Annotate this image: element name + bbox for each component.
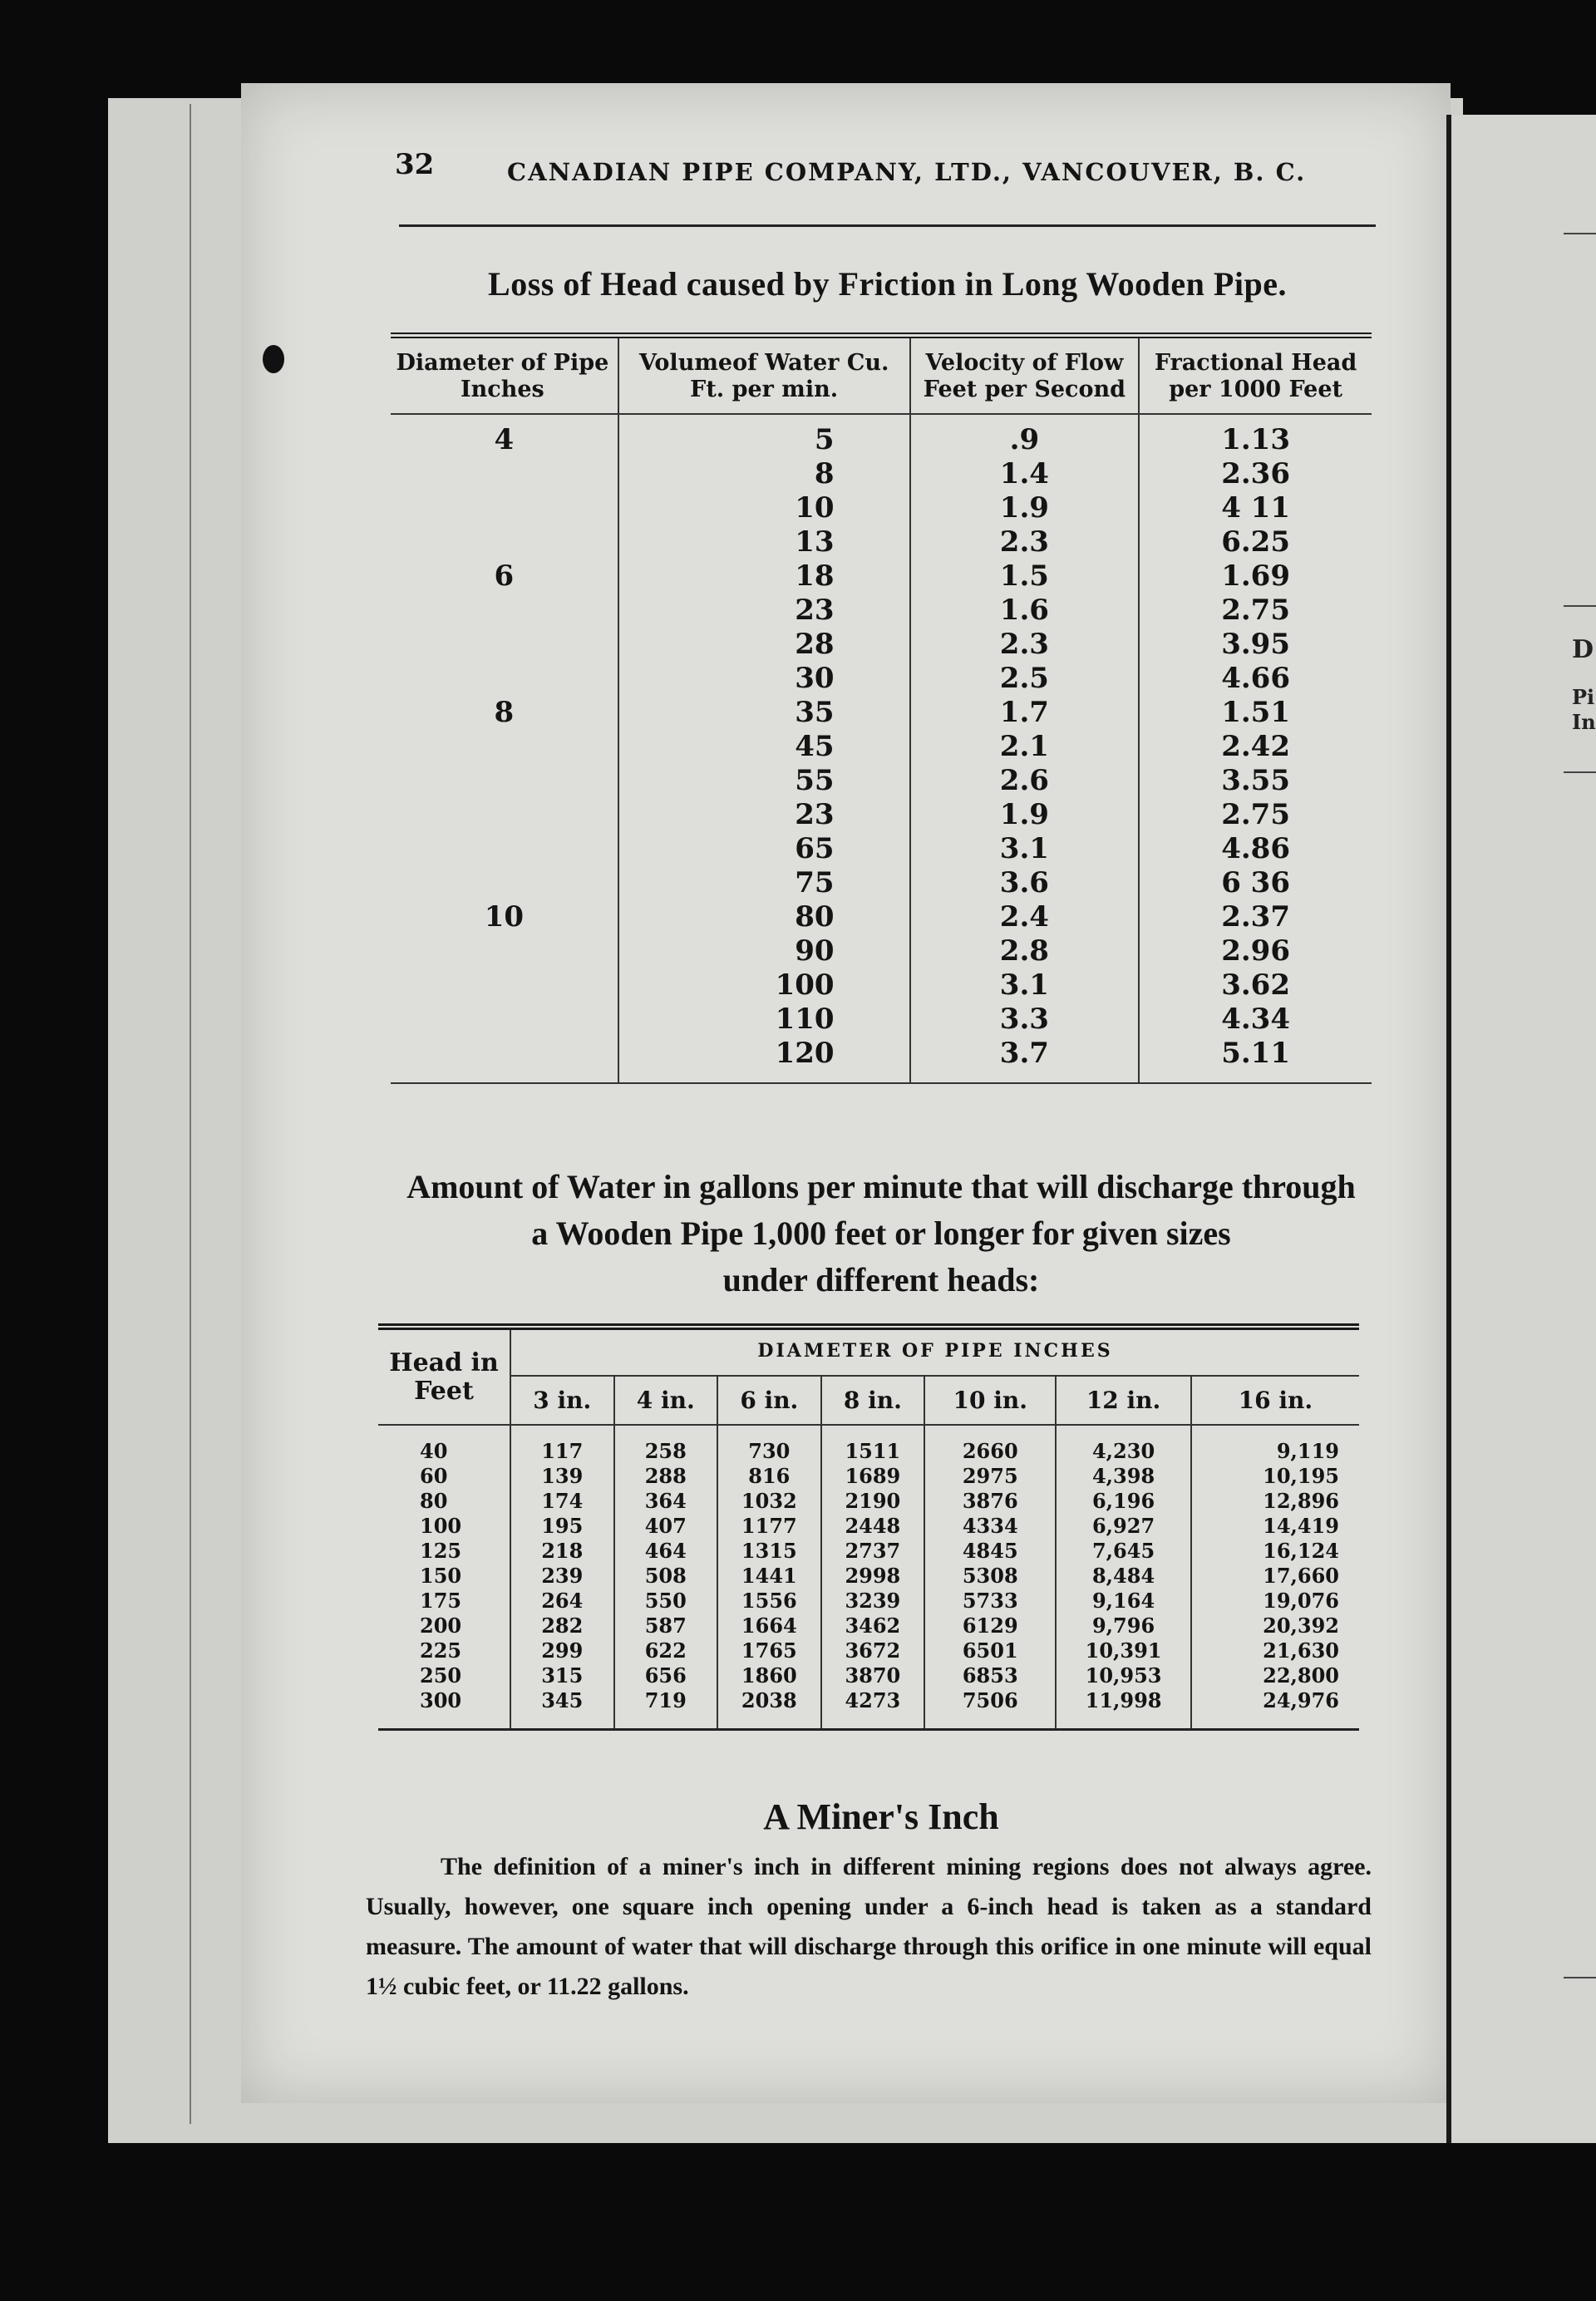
discharge-table-cell: 1032 xyxy=(717,1489,821,1514)
discharge-title-line: under different heads: xyxy=(722,1261,1040,1298)
friction-table-cell: 2.6 xyxy=(910,764,1140,798)
friction-table-cell xyxy=(391,628,618,662)
friction-table-cell: 8 xyxy=(391,696,618,730)
friction-table-cell: 110 xyxy=(618,1003,910,1037)
discharge-table-cell: 2190 xyxy=(821,1489,925,1514)
friction-table-cell: 1.4 xyxy=(910,457,1140,491)
discharge-table-cell: 258 xyxy=(614,1425,718,1464)
column-header-velocity: Velocity of Flow Feet per Second xyxy=(910,336,1140,415)
discharge-table-cell: 3876 xyxy=(924,1489,1056,1514)
friction-table-cell xyxy=(391,764,618,798)
discharge-table-cell: 345 xyxy=(510,1688,614,1730)
friction-table-cell xyxy=(391,832,618,866)
column-header-size: 10 in. xyxy=(924,1376,1056,1425)
discharge-table-cell: 6853 xyxy=(924,1663,1056,1688)
discharge-title-line: Amount of Water in gallons per minute that will discharge through xyxy=(406,1168,1356,1205)
discharge-table-cell: 40 xyxy=(378,1425,510,1464)
discharge-table-cell: 5308 xyxy=(924,1564,1056,1589)
friction-table-cell: 2.37 xyxy=(1221,900,1290,934)
adjacent-fragment: In xyxy=(1572,710,1596,734)
friction-table-cell: 80 xyxy=(618,900,910,934)
friction-table-body xyxy=(391,414,1372,1083)
discharge-table-cell: 730 xyxy=(717,1425,821,1464)
friction-table-cell: 2.96 xyxy=(1221,934,1290,968)
discharge-table-cell: 250 xyxy=(378,1663,510,1688)
discharge-table-cell: 364 xyxy=(614,1489,718,1514)
discharge-table-row xyxy=(378,1663,1359,1688)
friction-table-row xyxy=(391,832,1372,866)
discharge-table-row xyxy=(378,1638,1359,1663)
discharge-table-cell: 4,398 xyxy=(1056,1464,1190,1489)
friction-table-cell: 3.1 xyxy=(910,968,1140,1003)
discharge-table-cell: 24,976 xyxy=(1263,1688,1339,1712)
friction-table-cell xyxy=(391,525,618,559)
friction-table-cell xyxy=(391,594,618,628)
discharge-table-row xyxy=(378,1564,1359,1589)
discharge-table-cell: 174 xyxy=(510,1489,614,1514)
friction-table-row xyxy=(391,696,1372,730)
discharge-table-cell: 315 xyxy=(510,1663,614,1688)
friction-table-cell xyxy=(391,662,618,696)
friction-table-row xyxy=(391,1037,1372,1083)
discharge-table-cell: 1315 xyxy=(717,1539,821,1564)
discharge-table-cell: 1511 xyxy=(821,1425,925,1464)
discharge-table-cell: 282 xyxy=(510,1614,614,1638)
friction-table-row xyxy=(391,662,1372,696)
adjacent-fragment: D xyxy=(1572,635,1594,664)
discharge-table-cell: 719 xyxy=(614,1688,718,1730)
discharge-table-cell: 195 xyxy=(510,1514,614,1539)
header-rule xyxy=(399,224,1376,227)
friction-table-cell: 18 xyxy=(618,559,910,594)
discharge-table-cell: 150 xyxy=(378,1564,510,1589)
column-header-size: 12 in. xyxy=(1056,1376,1190,1425)
friction-table-cell xyxy=(391,1037,618,1083)
discharge-table-cell: 239 xyxy=(510,1564,614,1589)
discharge-table xyxy=(378,1323,1359,1731)
discharge-table-cell: 1556 xyxy=(717,1589,821,1614)
column-header-size: 6 in. xyxy=(717,1376,821,1425)
friction-table-cell: 2.42 xyxy=(1221,730,1290,763)
discharge-table-cell: 9,164 xyxy=(1056,1589,1190,1614)
discharge-table-row xyxy=(378,1688,1359,1730)
discharge-table-size-row xyxy=(378,1376,1359,1425)
discharge-table-cell: 4273 xyxy=(821,1688,925,1730)
discharge-table-cell: 17,660 xyxy=(1263,1564,1339,1588)
discharge-table-cell: 550 xyxy=(614,1589,718,1614)
discharge-table-cell: 12,896 xyxy=(1263,1489,1339,1513)
friction-table-row xyxy=(391,764,1372,798)
friction-table-cell: 45 xyxy=(618,730,910,764)
friction-table-cell: 3.55 xyxy=(1221,764,1290,797)
discharge-table-cell: 6129 xyxy=(924,1614,1056,1638)
friction-table-row xyxy=(391,934,1372,968)
friction-table-cell: 23 xyxy=(618,594,910,628)
discharge-table-cell: 22,800 xyxy=(1263,1663,1339,1688)
discharge-table-cell: 816 xyxy=(717,1464,821,1489)
discharge-table-cell: 6,196 xyxy=(1056,1489,1190,1514)
discharge-table-cell: 7,645 xyxy=(1056,1539,1190,1564)
friction-table-cell: 4.66 xyxy=(1221,662,1290,695)
discharge-table-row xyxy=(378,1425,1359,1464)
discharge-table-row xyxy=(378,1464,1359,1489)
discharge-table-cell: 464 xyxy=(614,1539,718,1564)
friction-table-cell: 13 xyxy=(618,525,910,559)
discharge-table-cell: 11,998 xyxy=(1056,1688,1190,1730)
friction-table-cell: 2.5 xyxy=(910,662,1140,696)
friction-table-row xyxy=(391,628,1372,662)
discharge-table-cell: 508 xyxy=(614,1564,718,1589)
discharge-table-cell: 1860 xyxy=(717,1663,821,1688)
friction-table-cell: 1.51 xyxy=(1221,696,1290,729)
friction-table-title: Loss of Head caused by Friction in Long Wooden Pipe. xyxy=(488,265,1287,303)
page-number: 32 xyxy=(395,148,435,181)
friction-table-cell: 120 xyxy=(618,1037,910,1083)
discharge-table-cell: 175 xyxy=(378,1589,510,1614)
friction-table-cell: 28 xyxy=(618,628,910,662)
discharge-title-line: a Wooden Pipe 1,000 feet or longer for given sizes xyxy=(531,1215,1231,1252)
friction-table-row xyxy=(391,525,1372,559)
discharge-table-cell: 264 xyxy=(510,1589,614,1614)
friction-table-cell: 1.9 xyxy=(910,491,1140,525)
friction-table-cell: 1.69 xyxy=(1221,559,1290,593)
friction-table-cell: 3.1 xyxy=(910,832,1140,866)
friction-table-cell: 3.6 xyxy=(910,866,1140,900)
friction-table-cell: 30 xyxy=(618,662,910,696)
discharge-table-cell: 4334 xyxy=(924,1514,1056,1539)
friction-table-header-row xyxy=(391,336,1372,415)
adjacent-fragment: Pi xyxy=(1572,685,1595,709)
friction-table-row xyxy=(391,594,1372,628)
discharge-table-cell: 10,391 xyxy=(1056,1638,1190,1663)
friction-table-cell: 2.75 xyxy=(1221,594,1290,627)
friction-table-cell: 5 xyxy=(618,414,910,457)
friction-table-cell: 2.75 xyxy=(1221,798,1290,831)
friction-table-cell xyxy=(391,491,618,525)
discharge-table-cell: 2975 xyxy=(924,1464,1056,1489)
friction-table-cell: 55 xyxy=(618,764,910,798)
friction-table-cell: 4 11 xyxy=(1221,491,1290,525)
friction-table-cell: 6.25 xyxy=(1221,525,1290,559)
friction-table-row xyxy=(391,491,1372,525)
friction-table-row xyxy=(391,866,1372,900)
discharge-table-cell: 8,484 xyxy=(1056,1564,1190,1589)
friction-table-cell xyxy=(391,1003,618,1037)
discharge-table-cell: 1765 xyxy=(717,1638,821,1663)
friction-table-cell: 1.7 xyxy=(910,696,1140,730)
miners-inch-paragraph: The definition of a miner's inch in different mining regions does not always agree. Usually, however, one square inch opening under a 6-inch head is taken as a standard measure. The amount of water that will discharge through this orifice in one minute will equal 1½ cubic feet, or 11.22 gallons. xyxy=(366,1853,1372,2000)
discharge-table-cell: 1441 xyxy=(717,1564,821,1589)
discharge-table-cell: 4845 xyxy=(924,1539,1056,1564)
column-header-size: 4 in. xyxy=(614,1376,718,1425)
discharge-table-cell: 10,195 xyxy=(1263,1464,1339,1488)
friction-table-cell: 3.62 xyxy=(1221,968,1290,1002)
discharge-table-cell: 2660 xyxy=(924,1425,1056,1464)
friction-table-cell: 4.86 xyxy=(1221,832,1290,865)
discharge-table-cell: 3239 xyxy=(821,1589,925,1614)
friction-table-cell: 10 xyxy=(618,491,910,525)
discharge-table-cell: 3870 xyxy=(821,1663,925,1688)
friction-table-cell: 35 xyxy=(618,696,910,730)
friction-table-cell xyxy=(391,934,618,968)
discharge-table-cell: 60 xyxy=(378,1464,510,1489)
friction-table-cell: 1.6 xyxy=(910,594,1140,628)
discharge-table-cell: 100 xyxy=(378,1514,510,1539)
friction-table-cell: 4 xyxy=(391,414,618,457)
friction-table xyxy=(391,333,1372,1084)
discharge-table-cell: 19,076 xyxy=(1263,1589,1339,1613)
friction-table-cell xyxy=(391,730,618,764)
discharge-table-row xyxy=(378,1489,1359,1514)
discharge-table-cell: 20,392 xyxy=(1263,1614,1339,1638)
friction-table-cell xyxy=(391,968,618,1003)
discharge-table-cell: 80 xyxy=(378,1489,510,1514)
friction-table-cell: 3.3 xyxy=(910,1003,1140,1037)
running-head: CANADIAN PIPE COMPANY, LTD., VANCOUVER, B. C. xyxy=(507,158,1307,186)
friction-table-row xyxy=(391,414,1372,457)
friction-table-cell: 4.34 xyxy=(1221,1003,1290,1036)
friction-table-cell: 1.5 xyxy=(910,559,1140,594)
discharge-table-cell: 2737 xyxy=(821,1539,925,1564)
discharge-table-row xyxy=(378,1589,1359,1614)
friction-table-row xyxy=(391,457,1372,491)
column-header-diameter: Diameter of Pipe Inches xyxy=(391,336,618,415)
discharge-table-cell: 218 xyxy=(510,1539,614,1564)
discharge-table-cell: 9,796 xyxy=(1056,1614,1190,1638)
discharge-table-cell: 9,119 xyxy=(1276,1439,1339,1463)
discharge-table-cell: 200 xyxy=(378,1614,510,1638)
friction-table-cell: 100 xyxy=(618,968,910,1003)
discharge-table-cell: 299 xyxy=(510,1638,614,1663)
friction-table-cell: 2.36 xyxy=(1221,457,1290,490)
friction-table-cell: .9 xyxy=(910,414,1140,457)
friction-table-row xyxy=(391,559,1372,594)
friction-table-cell: 65 xyxy=(618,832,910,866)
discharge-table-cell: 139 xyxy=(510,1464,614,1489)
discharge-table-cell: 10,953 xyxy=(1056,1663,1190,1688)
friction-table-cell xyxy=(391,866,618,900)
friction-table-cell: 2.3 xyxy=(910,628,1140,662)
column-header-volume: Volumeof Water Cu. Ft. per min. xyxy=(618,336,910,415)
friction-table-cell xyxy=(391,798,618,832)
discharge-table-cell: 4,230 xyxy=(1056,1425,1190,1464)
column-header-fractional-head: Fractional Head per 1000 Feet xyxy=(1139,336,1372,415)
discharge-table-cell: 6,927 xyxy=(1056,1514,1190,1539)
column-header-head-feet: Head in Feet xyxy=(378,1327,510,1425)
discharge-table-cell: 587 xyxy=(614,1614,718,1638)
friction-table-row xyxy=(391,1003,1372,1037)
friction-table-cell: 1.9 xyxy=(910,798,1140,832)
friction-table-row xyxy=(391,900,1372,934)
column-group-diameter: DIAMETER OF PIPE INCHES xyxy=(510,1327,1359,1376)
friction-table-cell: 1.13 xyxy=(1221,423,1290,456)
friction-table-cell: 6 36 xyxy=(1221,866,1290,899)
discharge-table-cell: 1689 xyxy=(821,1464,925,1489)
miners-inch-title: A Miner's Inch xyxy=(763,1796,999,1837)
discharge-table-cell: 6501 xyxy=(924,1638,1056,1663)
friction-table-cell: 5.11 xyxy=(1221,1037,1290,1070)
discharge-table-body xyxy=(378,1425,1359,1730)
discharge-table-cell: 225 xyxy=(378,1638,510,1663)
discharge-table-cell: 2998 xyxy=(821,1564,925,1589)
friction-table-cell: 75 xyxy=(618,866,910,900)
discharge-table-row xyxy=(378,1539,1359,1564)
column-header-size: 8 in. xyxy=(821,1376,925,1425)
discharge-table-cell: 5733 xyxy=(924,1589,1056,1614)
friction-table-row xyxy=(391,730,1372,764)
discharge-table-cell: 21,630 xyxy=(1263,1638,1339,1663)
discharge-table-row xyxy=(378,1514,1359,1539)
friction-table-cell: 3.95 xyxy=(1221,628,1290,661)
friction-table-row xyxy=(391,968,1372,1003)
discharge-table-cell: 14,419 xyxy=(1263,1514,1339,1538)
friction-table-row xyxy=(391,798,1372,832)
discharge-table-row xyxy=(378,1614,1359,1638)
discharge-table-cell: 125 xyxy=(378,1539,510,1564)
discharge-table-cell: 3462 xyxy=(821,1614,925,1638)
discharge-table-cell: 7506 xyxy=(924,1688,1056,1730)
friction-table-cell: 2.4 xyxy=(910,900,1140,934)
discharge-table-cell: 1177 xyxy=(717,1514,821,1539)
discharge-table-cell: 16,124 xyxy=(1263,1539,1339,1563)
page-header xyxy=(395,148,1376,198)
friction-table-cell: 23 xyxy=(618,798,910,832)
friction-table-cell: 3.7 xyxy=(910,1037,1140,1083)
discharge-table-title xyxy=(374,1164,1388,1303)
friction-table-cell xyxy=(391,457,618,491)
discharge-table-cell: 622 xyxy=(614,1638,718,1663)
friction-table-cell: 2.3 xyxy=(910,525,1140,559)
discharge-table-cell: 3672 xyxy=(821,1638,925,1663)
column-header-size: 16 in. xyxy=(1191,1376,1359,1425)
discharge-table-cell: 407 xyxy=(614,1514,718,1539)
discharge-table-cell: 656 xyxy=(614,1663,718,1688)
friction-table-cell: 6 xyxy=(391,559,618,594)
friction-table-cell: 8 xyxy=(618,457,910,491)
discharge-table-cell: 2038 xyxy=(717,1688,821,1730)
friction-table-cell: 2.1 xyxy=(910,730,1140,764)
friction-table-cell: 90 xyxy=(618,934,910,968)
ink-blot xyxy=(263,345,284,373)
friction-table-cell: 2.8 xyxy=(910,934,1140,968)
discharge-table-cell: 2448 xyxy=(821,1514,925,1539)
column-header-size: 3 in. xyxy=(510,1376,614,1425)
discharge-table-cell: 288 xyxy=(614,1464,718,1489)
friction-table-cell: 10 xyxy=(391,900,618,934)
discharge-table-cell: 1664 xyxy=(717,1614,821,1638)
discharge-table-group-row xyxy=(378,1327,1359,1376)
discharge-table-cell: 300 xyxy=(378,1688,510,1730)
discharge-table-cell: 117 xyxy=(510,1425,614,1464)
